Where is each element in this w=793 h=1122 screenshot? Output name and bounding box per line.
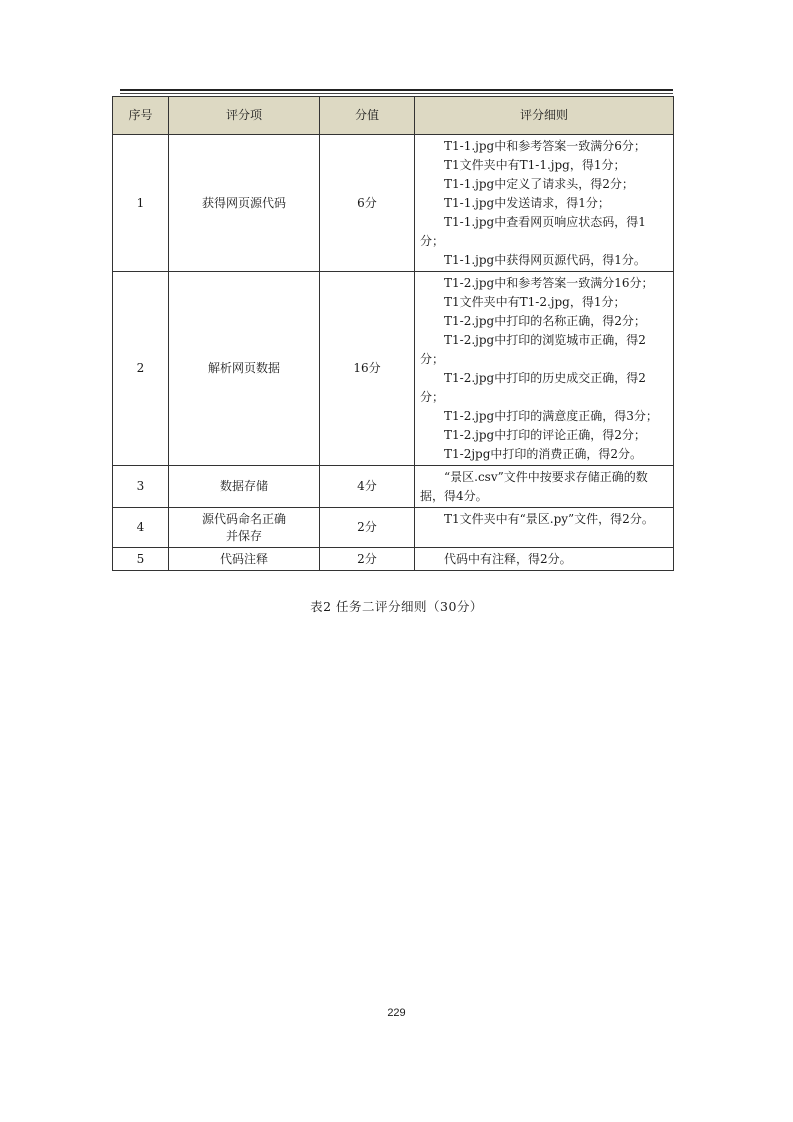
detail-line: T1-1.jpg中查看网页响应状态码，得1分；: [420, 215, 646, 248]
row-detail: [415, 548, 674, 571]
detail-line: T1-2.jpg中打印的评论正确，得2分；: [444, 428, 646, 442]
row-item: 获得网页源代码: [169, 135, 320, 272]
table-row: [113, 548, 674, 571]
table-row: [113, 466, 674, 508]
detail-line: T1-2jpg中打印的消费正确，得2分。: [444, 447, 643, 461]
row-score: 2分: [320, 508, 415, 548]
row-score: 16分: [320, 272, 415, 466]
row-seq: 5: [113, 548, 169, 571]
row-detail: [415, 508, 674, 548]
column-header-score: 分值: [320, 97, 415, 135]
detail-line: T1文件夹中有“景区.py”文件，得2分。: [444, 512, 654, 526]
row-seq: 4: [113, 508, 169, 548]
column-header-seq: 序号: [113, 97, 169, 135]
detail-line: T1-2.jpg中和参考答案一致满分16分；: [444, 276, 654, 290]
row-item: 数据存储: [169, 466, 320, 508]
row-detail: [415, 272, 674, 466]
detail-line: T1文件夹中有T1-2.jpg，得1分；: [444, 295, 626, 309]
detail-line: T1-2.jpg中打印的历史成交正确，得2分；: [420, 371, 646, 404]
row-detail: [415, 466, 674, 508]
detail-line: T1-1.jpg中发送请求，得1分；: [444, 196, 610, 210]
row-score: 2分: [320, 548, 415, 571]
row-score: 6分: [320, 135, 415, 272]
table-row: [113, 272, 674, 466]
column-header-item: 评分项: [169, 97, 320, 135]
detail-line: T1-1.jpg中定义了请求头，得2分；: [444, 177, 634, 191]
detail-line: 代码中有注释，得2分。: [444, 552, 572, 566]
row-item: 代码注释: [169, 548, 320, 571]
row-seq: 2: [113, 272, 169, 466]
page-number: 229: [387, 1007, 406, 1019]
row-seq: 3: [113, 466, 169, 508]
table-caption: 表2 任务二评分细则（30分）: [310, 599, 483, 614]
detail-line: T1-2.jpg中打印的满意度正确，得3分；: [444, 409, 658, 423]
detail-line: T1-1.jpg中获得网页源代码，得1分。: [444, 253, 646, 267]
column-header-detail: 评分细则: [415, 97, 674, 135]
table-row: [113, 508, 674, 548]
header-rule-secondary: [120, 93, 673, 94]
grading-table: [112, 96, 674, 571]
row-detail: [415, 135, 674, 272]
table-row: [113, 135, 674, 272]
detail-line: T1-2.jpg中打印的浏览城市正确，得2分；: [420, 333, 646, 366]
detail-line: T1-1.jpg中和参考答案一致满分6分；: [444, 139, 646, 153]
row-score: 4分: [320, 466, 415, 508]
detail-line: T1文件夹中有T1-1.jpg，得1分；: [444, 158, 626, 172]
row-item: 解析网页数据: [169, 272, 320, 466]
table-header-row: [113, 97, 674, 135]
row-item: 源代码命名正确并保存: [169, 508, 320, 548]
detail-line: “景区.csv”文件中按要求存储正确的数据，得4分。: [420, 470, 648, 503]
header-rule: [120, 89, 673, 91]
detail-line: T1-2.jpg中打印的名称正确，得2分；: [444, 314, 646, 328]
row-seq: 1: [113, 135, 169, 272]
